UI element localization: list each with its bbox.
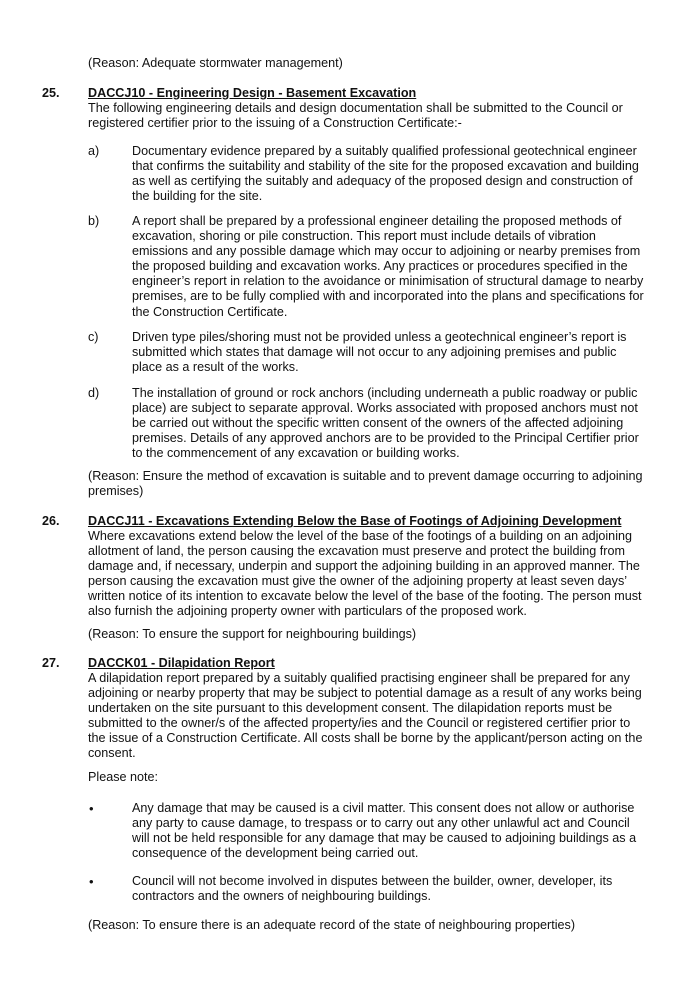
section-heading-27: DACCK01 - Dilapidation Report [88, 656, 275, 670]
intro-reason: (Reason: Adequate stormwater management) [88, 56, 343, 70]
item-text-c: Driven type piles/shoring must not be provided unless a geotechnical engineer’s report is submitted which states that damage will not occur to any adjoining premises and public place as a result of the works. [132, 330, 627, 375]
section-reason-27: (Reason: To ensure there is an adequate record of the state of neighbouring properties) [88, 918, 576, 932]
note-label: Please note: [88, 770, 159, 784]
section-number-26: 26. [42, 514, 60, 528]
item-text-b: A report shall be prepared by a professional engineer detailing the proposed methods of excavation, shoring or pile construction. This report must include details of vibration emissions and any possible damage which may occur to adjoining or nearby premises from the proposed building and excavation works. Any practices or procedures specified in the engineer’s report in relation to the avoidance or minimisation of structural damage to nearby premises, are to be fully complied with and incorporated into the plans and specifications for the Construction Certificate. [132, 214, 644, 319]
item-marker-b: b) [88, 214, 100, 228]
item-marker-c: c) [88, 330, 99, 344]
section-body-27: A dilapidation report prepared by a suitably qualified practising engineer shall be prepared for any adjoining or nearby property that may be subject to potential damage as a result of any works being undertaken on the site pursuant to this development consent. The dilapidation reports must be submitted to the owner/s of the affected property/ies and the Council or registered certifier prior to the issue of a Construction Certificate. All costs shall be borne by the applicant/person acting on the consent. [88, 671, 643, 761]
section-heading-26: DACCJ11 - Excavations Extending Below the Base of Footings of Adjoining Development [88, 514, 622, 528]
item-text-d: The installation of ground or rock anchors (including underneath a public roadway or public place) are subject to separate approval. Works associated with proposed anchors must not be carried out without the specific written consent of the owners of the affected adjoining premises. Details of any approved anchors are to be provided to the Principal Certifier prior to the commencement of any excavation or building works. [132, 386, 639, 461]
section-heading-25: DACCJ10 - Engineering Design - Basement Excavation [88, 86, 417, 100]
section-number-25: 25. [42, 86, 60, 100]
bullet-text-1: Any damage that may be caused is a civil matter. This consent does not allow or authorise any party to cause damage, to trespass or to carry out any other unlawful act and Council will not be held responsible for any damage that may be caused to adjoining buildings as a consequence of the development being carried out. [132, 801, 637, 861]
item-marker-a: a) [88, 144, 100, 158]
section-body-26: Where excavations extend below the level of the base of the footings of a building on an adjoining allotment of land, the person causing the excavation must preserve and protect the building from damage and, if necessary, underpin and support the adjoining building in an approved manner. The person causing the excavation must give the owner of the adjoining property at least seven days’ written notice of its intention to excavate below the level of the base of the footing. The person must also furnish the adjoining property owner with particulars of the proposed work. [88, 529, 642, 619]
section-reason-26: (Reason: To ensure the support for neighbouring buildings) [88, 627, 417, 641]
section-body-25: The following engineering details and design documentation shall be submitted to the Council or registered certifier prior to the issuing of a Construction Certificate:- [88, 101, 623, 131]
item-text-a: Documentary evidence prepared by a suitably qualified professional geotechnical engineer that confirms the suitability and stability of the site for the proposed excavation and building as well as certifying the suitably and adequacy of the proposed design and construction of the building for the site. [132, 144, 639, 204]
section-reason-25: (Reason: Ensure the method of excavation is suitable and to prevent damage occurring to adjoining premises) [88, 469, 643, 499]
section-number-27: 27. [42, 656, 60, 670]
bullet-marker-2: • [89, 874, 94, 889]
bullet-text-2: Council will not become involved in disputes between the builder, owner, developer, its contractors and the owners of neighbouring buildings. [132, 874, 613, 904]
bullet-marker-1: • [89, 801, 94, 816]
item-marker-d: d) [88, 386, 100, 400]
